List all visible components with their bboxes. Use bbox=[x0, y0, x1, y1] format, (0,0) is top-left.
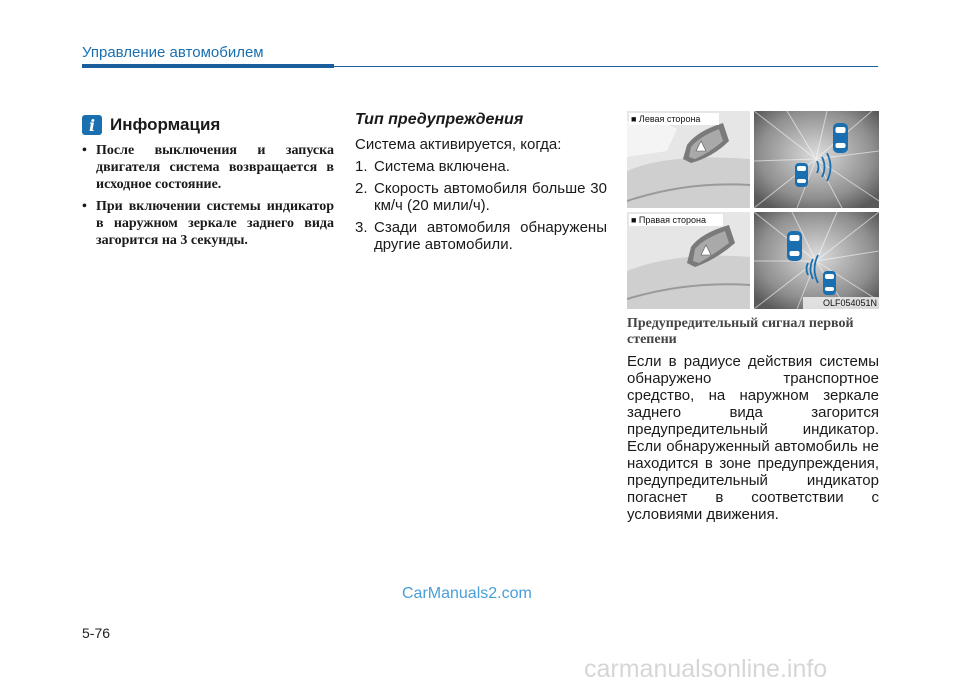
car-icon bbox=[823, 271, 836, 295]
diagram-right bbox=[754, 212, 879, 309]
header-rule-thin bbox=[334, 66, 878, 67]
mirror-photo-right bbox=[627, 212, 750, 309]
condition-item bbox=[355, 180, 607, 214]
page-number: 5-76 bbox=[82, 625, 111, 641]
site-watermark: carmanualsonline.info bbox=[584, 655, 828, 683]
info-bullet bbox=[82, 142, 334, 193]
warning-type-title: Тип предупреждения bbox=[355, 111, 524, 128]
header-rule-thick bbox=[82, 64, 334, 68]
condition-text: Система включена. bbox=[374, 158, 510, 175]
watermark-link[interactable]: CarManuals2.com bbox=[402, 585, 532, 602]
info-bullet-text: При включении системы индикатор в наружном зеркале заднего вида загорится на 3 секунды. bbox=[96, 199, 334, 248]
info-icon: i bbox=[82, 115, 102, 135]
warning-type-intro: Система активируется, когда: bbox=[355, 136, 562, 153]
first-stage-body: Если в радиусе действия системы обнаружено транспортное средство, на наружном зеркале заднего вида загорится предупредительный индикатор. Если обнаруженный автомобиль не находится в зоне предупреждения, предупредительный индикатор погаснет в соответствии с условиями движения. bbox=[627, 353, 879, 523]
warning-type-section bbox=[355, 110, 607, 258]
condition-number: 2. bbox=[355, 180, 368, 197]
info-bullet-text: После выключения и запуска двигателя система возвращается в исходное состояние. bbox=[96, 143, 334, 192]
condition-list bbox=[355, 158, 607, 253]
info-title: Информация bbox=[110, 115, 221, 134]
condition-item bbox=[355, 219, 607, 253]
blind-spot-figure bbox=[627, 111, 879, 310]
bullet-marker: • bbox=[82, 143, 87, 158]
info-bullet bbox=[82, 198, 334, 249]
diagram-left bbox=[754, 111, 879, 208]
condition-number: 1. bbox=[355, 158, 368, 175]
car-icon bbox=[787, 231, 802, 261]
info-header bbox=[82, 114, 334, 136]
left-side-label: ■ Левая сторона bbox=[631, 114, 701, 124]
condition-number: 3. bbox=[355, 219, 368, 236]
condition-text: Сзади автомобиля обнаружены другие автомобили. bbox=[374, 219, 607, 253]
mirror-photo-left bbox=[627, 111, 750, 208]
car-icon bbox=[833, 123, 848, 153]
info-bullet-list bbox=[82, 142, 334, 249]
right-side-label: ■ Правая сторона bbox=[631, 215, 706, 225]
bullet-marker: • bbox=[82, 199, 87, 214]
car-icon bbox=[795, 163, 808, 187]
condition-item bbox=[355, 158, 607, 175]
section-title: Управление автомобилем bbox=[82, 44, 264, 61]
figure-code: OLF054051N bbox=[822, 298, 877, 308]
condition-text: Скорость автомобиля больше 30 км/ч (20 мили/ч). bbox=[374, 180, 607, 214]
info-box bbox=[82, 114, 334, 254]
first-stage-caption: Предупредительный сигнал первой степени bbox=[627, 316, 854, 347]
